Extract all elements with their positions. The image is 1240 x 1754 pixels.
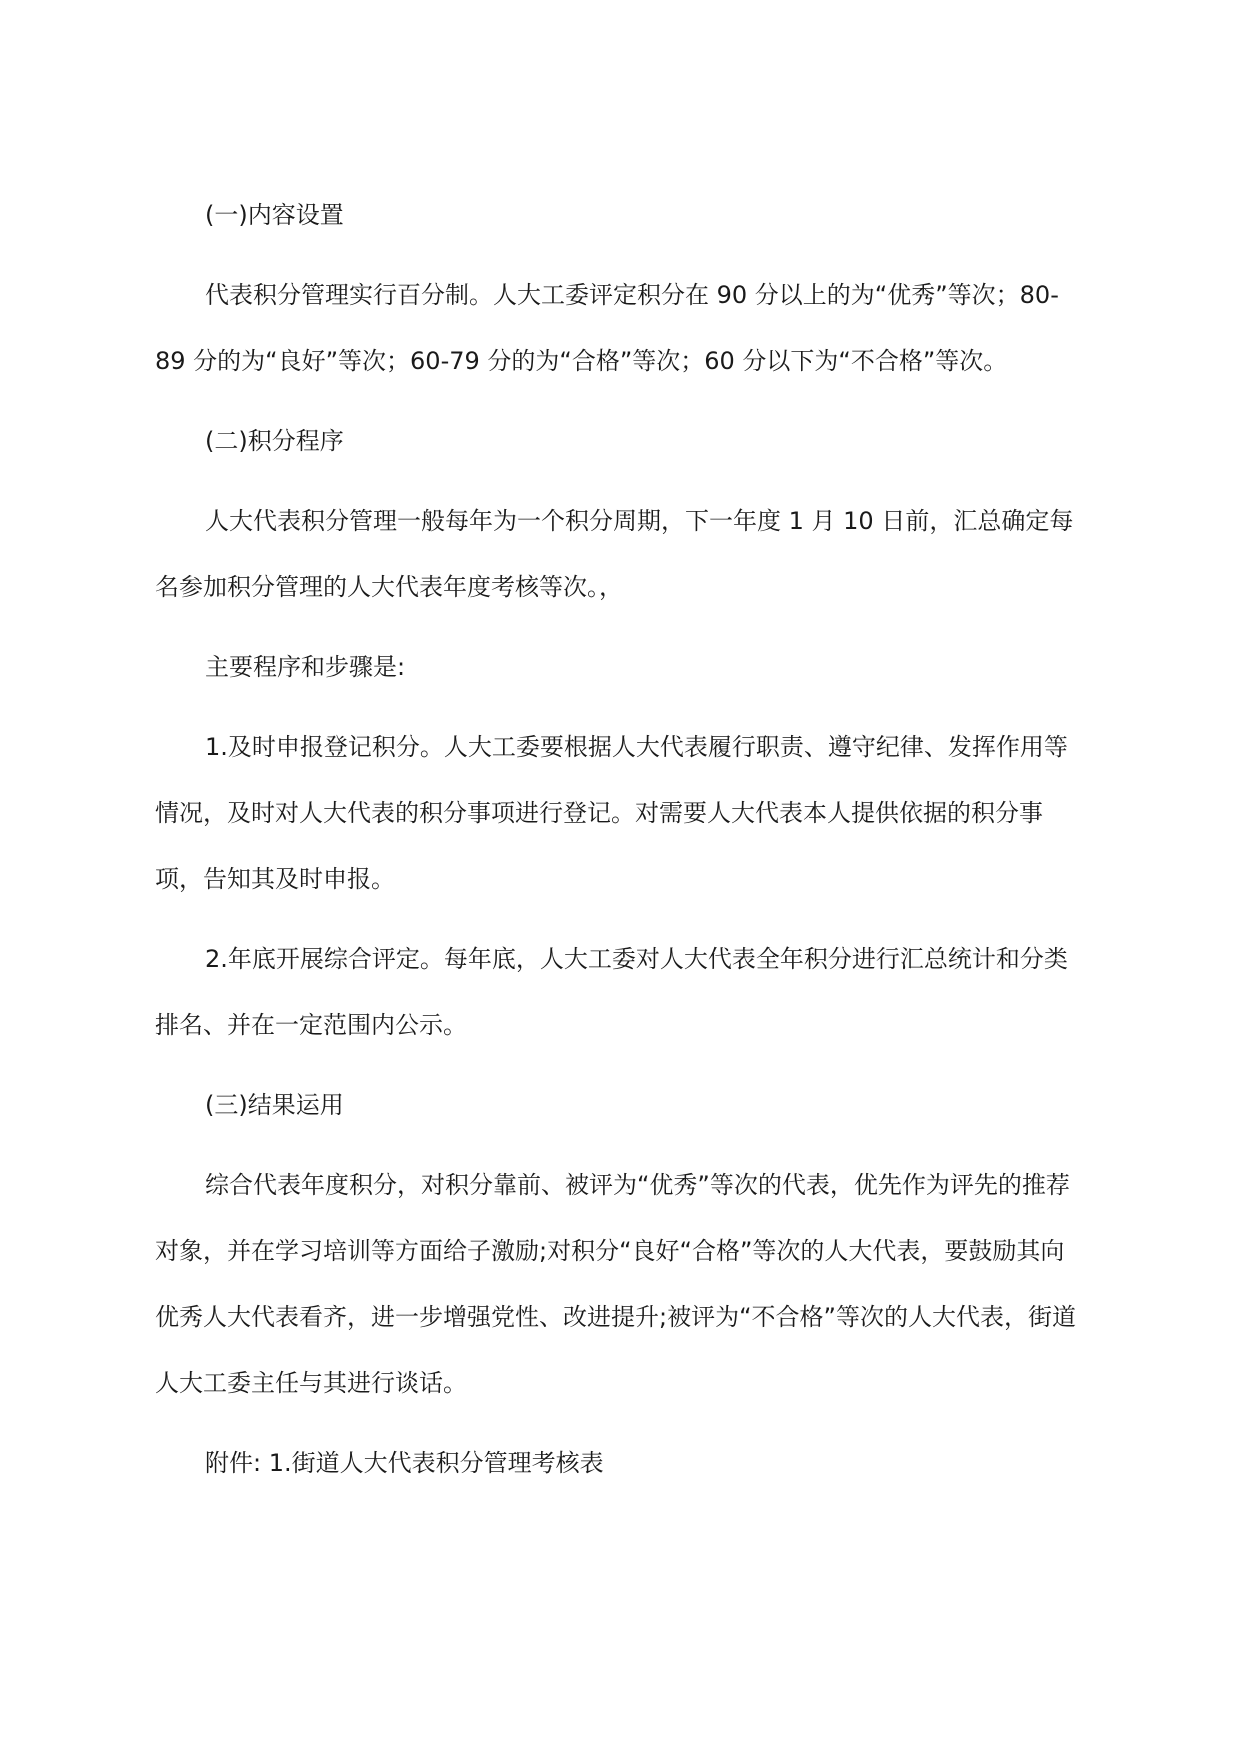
section-heading-result-application: (三)结果运用 <box>205 1091 344 1119</box>
paragraph-main-steps-intro: 主要程序和步骤是: <box>205 653 406 681</box>
paragraph-scoring-scale: 代表积分管理实行百分制。人大工委评定积分在 90 分以上的为“优秀”等次；80-89 分的为“良好”等次；60-79 分的为“合格”等次；60 分以下为“不合格”等次。 <box>155 281 1059 375</box>
section-heading-content-setup: (一)内容设置 <box>205 201 344 229</box>
paragraph-step-2: 2.年底开展综合评定。每年底，人大工委对人大代表全年积分进行汇总统计和分类排名、并在一定范围内公示。 <box>155 945 1068 1039</box>
paragraph-result-application: 综合代表年度积分，对积分靠前、被评为“优秀”等次的代表，优先作为评先的推荐对象，并在学习培训等方面给子激励;对积分“良好“合格”等次的人大代表，要鼓励其向优秀人大代表看齐，进一步增强党性、改进提升;被评为“不合格”等次的人大代表，街道人大工委主任与其进行谈话。 <box>155 1171 1076 1397</box>
paragraph-attachment: 附件: 1.街道人大代表积分管理考核表 <box>205 1449 604 1477</box>
section-heading-scoring-procedure: (二)积分程序 <box>205 427 344 455</box>
document-body <box>155 182 1083 1496</box>
paragraph-step-1: 1.及时申报登记积分。人大工委要根据人大代表履行职责、遵守纪律、发挥作用等情况，及时对人大代表的积分事项进行登记。对需要人大代表本人提供依据的积分事项，告知其及时申报。 <box>155 733 1068 893</box>
paragraph-scoring-cycle: 人大代表积分管理一般每年为一个积分周期，下一年度 1 月 10 日前，汇总确定每名参加积分管理的人大代表年度考核等次。， <box>155 507 1074 601</box>
